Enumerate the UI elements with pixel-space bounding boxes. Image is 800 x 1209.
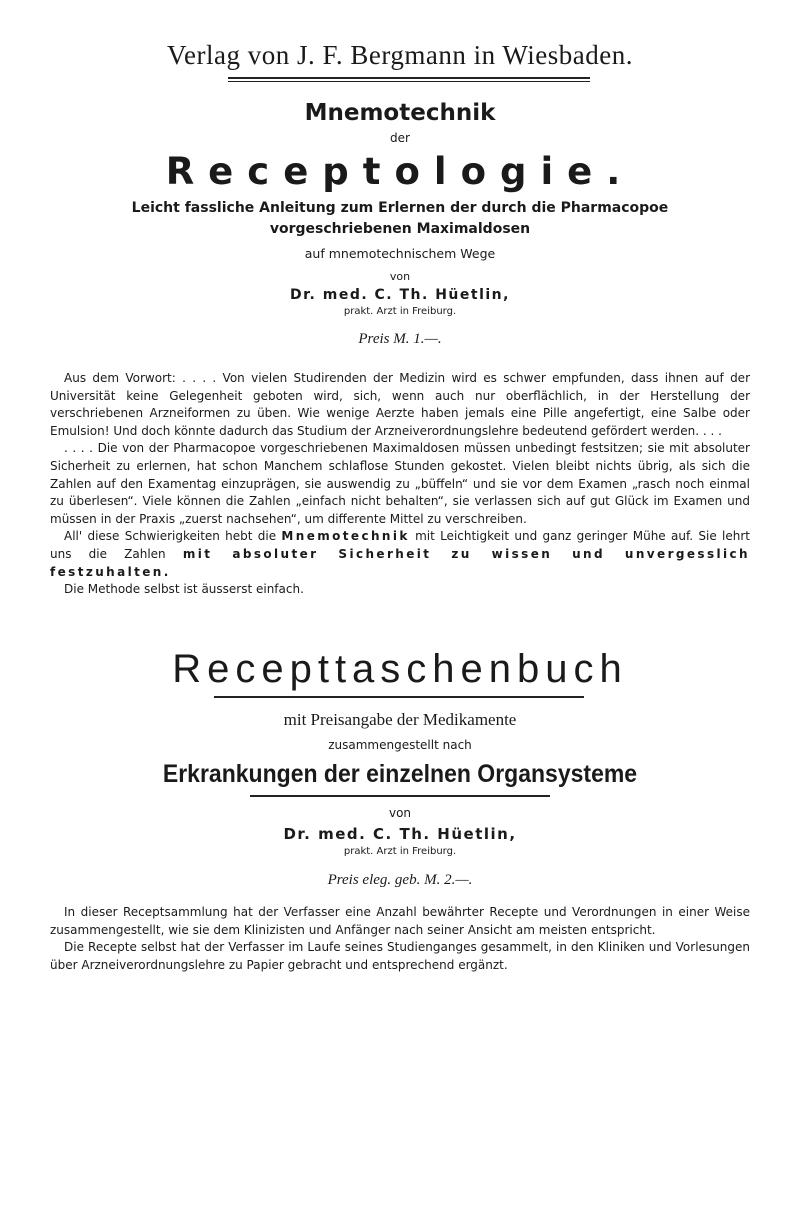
book2-price: Preis eleg. geb. M. 2.—.: [327, 872, 473, 888]
book1-method: auf mnemotechnischem Wege: [304, 246, 496, 261]
book2-paragraph-2: Die Recepte selbst hat der Verfasser im Laufe seines Studienganges gesammelt, in den Kliniken und Vorlesungen über Arzneiverordnungslehre zu Papier gebracht und entsprechend ergänzt.: [50, 940, 750, 972]
publisher-header: Verlag von J. F. Bergmann in Wiesbaden.: [167, 40, 633, 70]
book1-subject: Receptologie.: [165, 150, 635, 193]
book1-by: von: [389, 270, 411, 283]
mnemotechnik-emphasis: Mnemotechnik: [281, 529, 410, 544]
book2-by: von: [388, 806, 412, 820]
book1-title: Mnemotechnik: [304, 100, 496, 126]
book1-paragraph-2: . . . . Die von der Pharmacopoe vorgeschriebenen Maximaldosen müssen unbedingt festsitzen; sie mit absoluter Sicherheit zu erlernen, hat schon Manchem schlaflose Stunden gekostet. Vielen bleibt nichts übrig, als sich die Zahlen auf den Examentag einzuprägen, sie auswendig zu „büffeln“ und sie vor dem Examen „rasch noch einmal zu überlesen“. Viele können die Zahlen „einfach nicht behalten“, sie verlassen sich auf gut Glück im Examen und müssen in der Praxis „zuerst nachsehen“, um differente Mittel zu verschreiben.: [50, 441, 750, 526]
emphasis-absolute-certainty: mit absoluter Sicherheit zu wissen und unvergesslich festzuhalten.: [50, 546, 750, 579]
organ-heading-rule: [250, 795, 550, 797]
book2-title: Recepttaschenbuch: [172, 647, 628, 691]
book1-subtitle-line1: Leicht fassliche Anleitung zum Erlernen der durch die Pharmacopoe: [131, 200, 669, 216]
book2-subtitle: mit Preisangabe der Medikamente: [283, 710, 517, 729]
book1-paragraph-3: [50, 528, 750, 581]
paragraph-3-text-c: mit Leichtigkeit und ganz geringer Mühe auf. Sie lehrt uns die Zahlen: [50, 529, 750, 561]
book2-title-rule: [214, 696, 584, 698]
book2-author-role: prakt. Arzt in Freiburg.: [343, 846, 457, 857]
book1-subtitle-line2: vorgeschriebenen Maximaldosen: [269, 221, 531, 237]
book1-paragraph-4: Die Methode selbst ist äusserst einfach.: [64, 582, 304, 597]
book2-description: [50, 904, 750, 974]
book2-organ-heading: Erkrankungen der einzelnen Organsysteme: [162, 760, 638, 788]
book2-paragraph-1: In dieser Receptsammlung hat der Verfasser eine Anzahl bewährter Recepte und Verordnungen in einer Weise zusammengestellt, wie sie dem Klinizisten und Anfänger nach seiner Ansicht am meisten entspricht.: [50, 905, 750, 937]
book1-price: Preis M. 1.—.: [358, 331, 442, 347]
book1-article: der: [390, 131, 410, 145]
header-rule-thick: [228, 77, 590, 79]
book1-author: Dr. med. C. Th. Hüetlin,: [290, 287, 510, 303]
book2-author: Dr. med. C. Th. Hüetlin,: [283, 825, 517, 843]
book1-paragraph-1: Aus dem Vorwort: . . . . Von vielen Studirenden der Medizin wird es schwer empfunden, dass ihnen auf der Universität keine Gelegenheit geboten wird, sich, wenn auch nur oberflächlich, in der Herstellung der verschriebenen Arzneiformen zu üben. Wie wenige Aerzte haben jemals eine Pille angefertigt, eine Salbe oder Emulsion! Und doch könnte dadurch das Studium der Arzneiverordnungslehre bedeutend gefördert werden. . . .: [50, 371, 750, 438]
header-rule-thin: [228, 81, 590, 82]
paragraph-3-text-a: All' diese Schwierigkeiten hebt die: [64, 529, 277, 544]
book1-author-role: prakt. Arzt in Freiburg.: [343, 306, 457, 317]
book2-compiled: zusammengestellt nach: [328, 738, 472, 752]
book1-description: [50, 370, 750, 599]
